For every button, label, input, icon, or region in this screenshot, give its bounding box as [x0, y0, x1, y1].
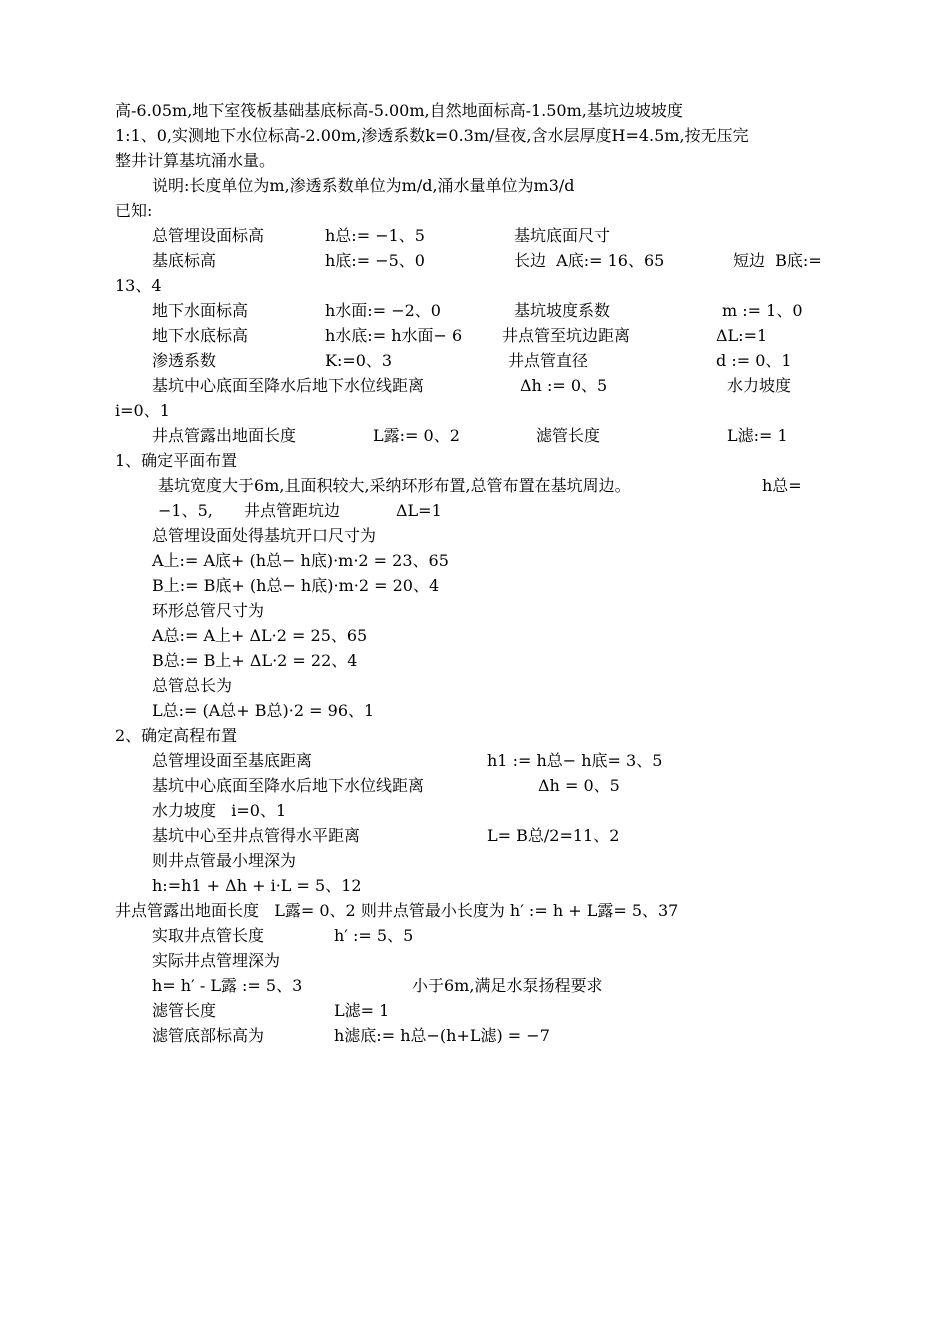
- label: 实取井点管长度: [152, 926, 265, 945]
- label: 基坑中心至井点管得水平距离: [152, 826, 361, 845]
- text: 基坑宽度大于6m,且面积较大,采纳环形布置,总管布置在基坑周边。: [158, 476, 631, 495]
- label: 基坑中心底面至降水后地下水位线距离: [152, 776, 425, 795]
- given-row-2-cont: 13、4: [115, 276, 162, 295]
- value: h水底:= h水面− 6: [325, 326, 463, 345]
- value: L= B总/2=11、2: [487, 826, 620, 845]
- label: 地下水面标高: [152, 301, 249, 320]
- value: Δh := 0、5: [520, 376, 608, 395]
- label: 井点管露出地面长度: [152, 426, 297, 445]
- value: h水面:= −2、0: [325, 301, 441, 320]
- label: 基坑坡度系数: [514, 301, 611, 320]
- section-2-row-5: 则井点管最小埋深为: [152, 851, 297, 870]
- label: 地下水底标高: [152, 326, 249, 345]
- section-2-row-12: [0, 1026, 550, 1086]
- value: h′ := 5、5: [334, 926, 414, 945]
- intro-line-1: 高-6.05m,地下室筏板基础基底标高-5.00m,自然地面标高-1.50m,基坑边坡坡度: [115, 101, 683, 120]
- value: ΔL:=1: [716, 326, 768, 345]
- value: 长边 A底:= 16、65: [514, 251, 665, 270]
- label: 滤管长度: [536, 426, 601, 445]
- text: 小于6m,满足水泵扬程要求: [412, 976, 603, 995]
- value: h滤底:= h总−(h+L滤) = −7: [334, 1026, 550, 1045]
- value: h= h′ - L露 := 5、3: [152, 976, 303, 995]
- label: 基坑底面尺寸: [514, 226, 611, 245]
- label: 基坑中心底面至降水后地下水位线距离: [152, 376, 425, 395]
- label: 滤管底部标高为: [152, 1026, 265, 1045]
- known-label: 已知:: [115, 201, 153, 220]
- value: 短边 B底:=: [733, 251, 822, 270]
- given-row-6-cont: i=0、1: [115, 401, 170, 420]
- section-2-row-9: 实际井点管埋深为: [152, 951, 281, 970]
- intro-line-3: 整井计算基坑涌水量。: [115, 151, 276, 170]
- label: 总管埋设面标高: [152, 226, 265, 245]
- value: Δh = 0、5: [538, 776, 620, 795]
- label: 渗透系数: [152, 351, 217, 370]
- value: −1、5,: [158, 501, 213, 520]
- label: 水力坡度: [727, 376, 792, 395]
- label: 井点管至坑边距离: [502, 326, 631, 345]
- value: L露:= 0、2: [373, 426, 460, 445]
- section-1-para-4: 总管总长为: [152, 676, 233, 695]
- intro-line-2: 1:1、0,实测地下水位标高-2.00m,渗透系数k=0.3m/昼夜,含水层厚度H=4.5m,按无压完: [115, 126, 749, 145]
- formula-a-top: A上:= A底+ (h总− h底)·m·2 = 23、65: [152, 551, 449, 570]
- label: 井点管直径: [508, 351, 589, 370]
- value: K:=0、3: [325, 351, 393, 370]
- section-2-row-3: 水力坡度 i=0、1: [152, 801, 287, 820]
- value: ΔL=1: [396, 501, 442, 520]
- value: L滤= 1: [334, 1001, 390, 1020]
- formula-b-top: B上:= B底+ (h总− h底)·m·2 = 20、4: [152, 576, 440, 595]
- value: d := 0、1: [716, 351, 792, 370]
- section-1-para-3: 环形总管尺寸为: [152, 601, 265, 620]
- value: h1 := h总− h底= 3、5: [487, 751, 663, 770]
- label: 基底标高: [152, 251, 217, 270]
- section-2-heading: 2、确定高程布置: [115, 726, 238, 745]
- value: h总:= −1、5: [325, 226, 425, 245]
- section-1-para-2: 总管埋设面处得基坑开口尺寸为: [152, 526, 377, 545]
- value: L滤:= 1: [727, 426, 788, 445]
- section-1-heading: 1、确定平面布置: [115, 451, 238, 470]
- formula-l-total: L总:= (A总+ B总)·2 = 96、1: [152, 701, 375, 720]
- label: 滤管长度: [152, 1001, 217, 1020]
- label: 总管埋设面至基底距离: [152, 751, 313, 770]
- units-note: 说明:长度单位为m,渗透系数单位为m/d,涌水量单位为m3/d: [152, 176, 575, 195]
- text: 井点管距坑边: [244, 501, 341, 520]
- formula-b-total: B总:= B上+ ΔL·2 = 22、4: [152, 651, 358, 670]
- formula-a-total: A总:= A上+ ΔL·2 = 25、65: [152, 626, 368, 645]
- value: m := 1、0: [722, 301, 803, 320]
- value: h总=: [762, 476, 802, 495]
- section-2-row-7: 井点管露出地面长度 L露= 0、2 则井点管最小长度为 h′ := h + L露= 5、37: [115, 901, 679, 920]
- formula-min-depth: h:=h1 + Δh + i·L = 5、12: [152, 876, 362, 895]
- value: h底:= −5、0: [325, 251, 425, 270]
